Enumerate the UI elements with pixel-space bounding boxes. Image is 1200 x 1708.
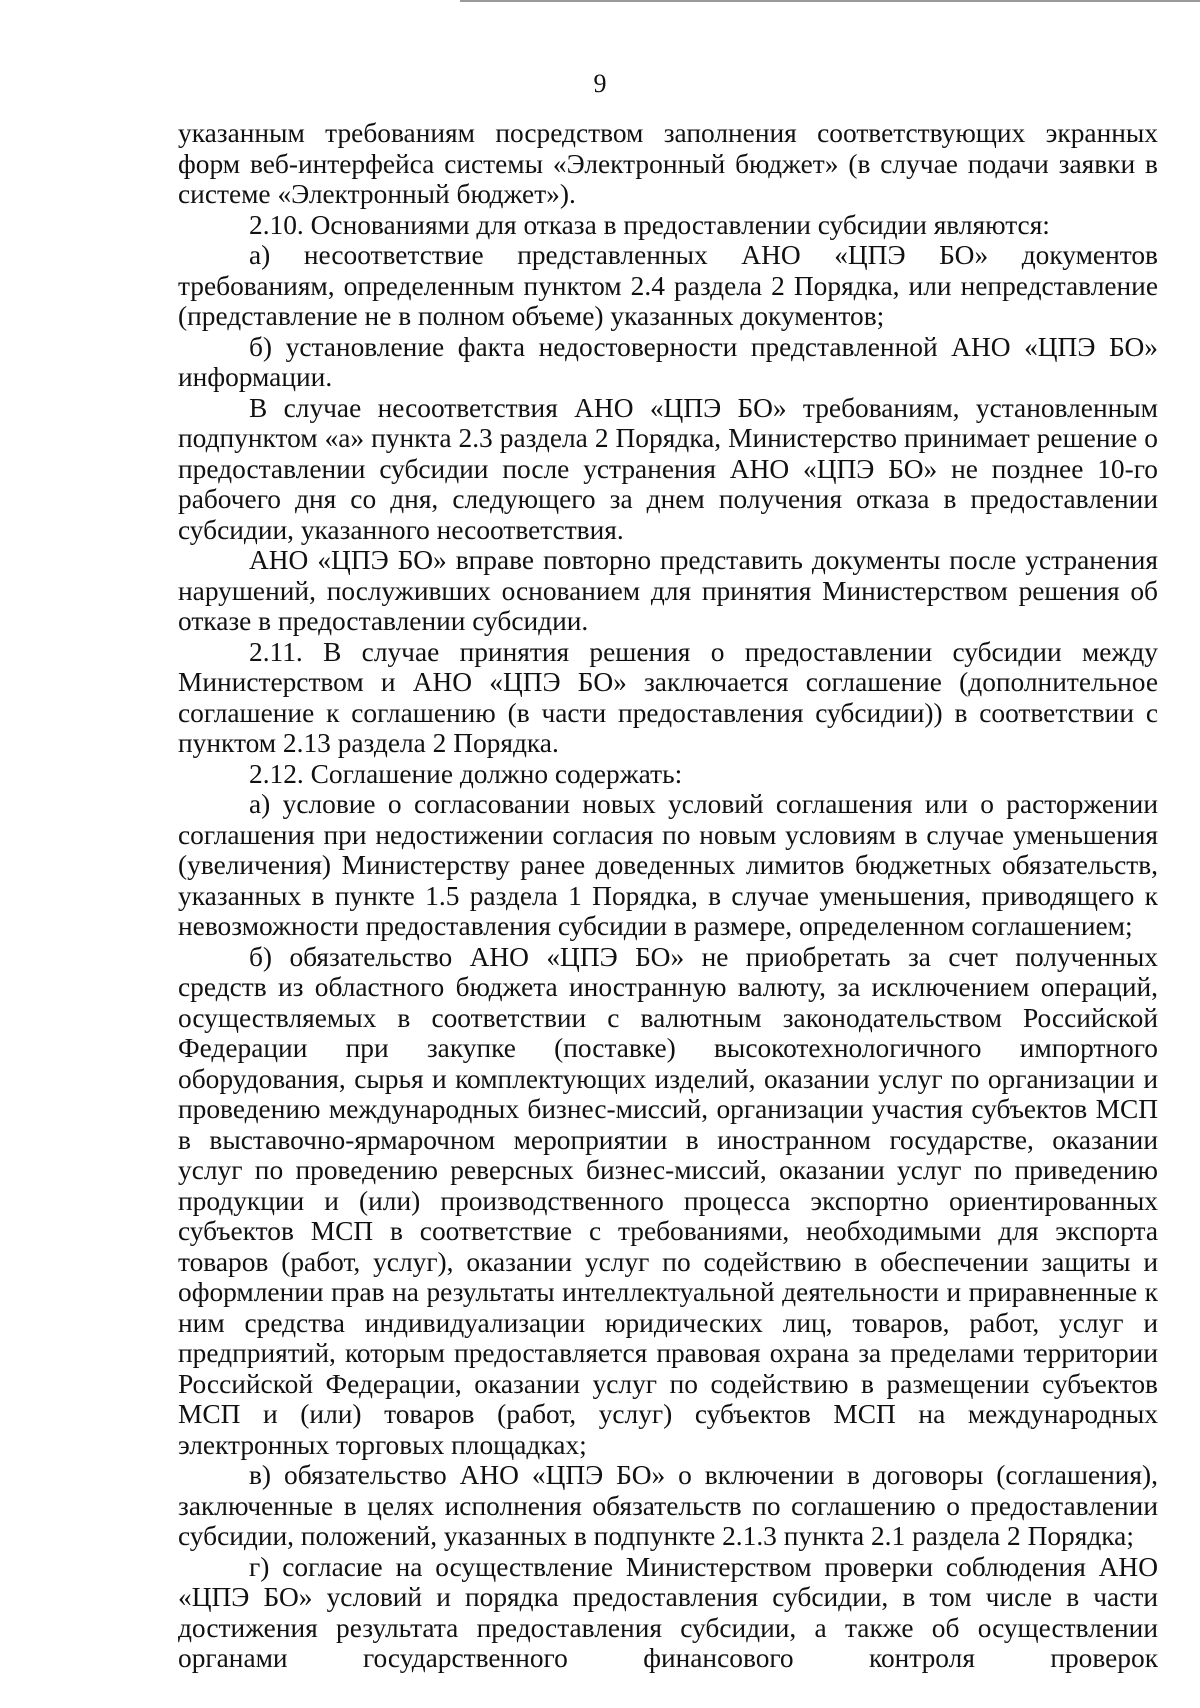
paragraph-2-10-b: б) установление факта недостоверности представленной АНО «ЦПЭ БО» информации.	[178, 331, 1158, 392]
paragraph-2-12-a: а) условие о согласовании новых условий соглашения или о расторжении соглашения при недостижении согласия по новым условиям в случае уменьшения (увеличения) Министерству ранее доведенных лимитов бюджетных обязательств, указанных в пункте 1.5 раздела 1 Порядка, в случае уменьшения, приводящего к невозможности предоставления субсидии в размере, определенном соглашением;	[178, 789, 1158, 941]
document-body	[178, 118, 1158, 1674]
scan-edge-line	[460, 0, 1200, 2]
paragraph-2-10-a: а) несоответствие представленных АНО «ЦПЭ БО» документов требованиям, определенным пунктом 2.4 раздела 2 Порядка, или непредставление (представление не в полном объеме) указанных документов;	[178, 240, 1158, 331]
paragraph-resubmit: АНО «ЦПЭ БО» вправе повторно представить документы после устранения нарушений, послуживших основанием для принятия Министерством решения об отказе в предоставлении субсидии.	[178, 545, 1158, 636]
page-number: 9	[593, 69, 607, 98]
paragraph-2-12-b: б) обязательство АНО «ЦПЭ БО» не приобретать за счет полученных средств из областного бюджета иностранную валюту, за исключением операций, осуществляемых в соответствии с валютным законодательством Российской Федерации при закупке (поставке) высокотехнологичного импортного оборудования, сырья и комплектующих изделий, оказании услуг по организации и проведению международных бизнес-миссий, организации участия субъектов МСП в выставочно-ярмарочном мероприятии в иностранном государстве, оказании услуг по проведению реверсных бизнес-миссий, оказании услуг по приведению продукции и (или) производственного процесса экспортно ориентированных субъектов МСП в соответствие с требованиями, необходимыми для экспорта товаров (работ, услуг), оказании услуг по содействию в обеспечении защиты и оформлении прав на результаты интеллектуальной деятельности и приравненные к ним средства индивидуализации юридических лиц, товаров, работ, услуг и предприятий, которым предоставляется правовая охрана за пределами территории Российской Федерации, оказании услуг по содействию в размещении субъектов МСП и (или) товаров (работ, услуг) субъектов МСП на международных электронных торговых площадках;	[178, 941, 1158, 1460]
paragraph-2-12-v: в) обязательство АНО «ЦПЭ БО» о включении в договоры (соглашения), заключенные в целях исполнения обязательств по соглашению о предоставлении субсидии, положений, указанных в подпункте 2.1.3 пункта 2.1 раздела 2 Порядка;	[178, 1460, 1158, 1551]
paragraph-2-12-g: г) согласие на осуществление Министерством проверки соблюдения АНО «ЦПЭ БО» условий и порядка предоставления субсидии, в том числе в части достижения результата предоставления субсидии, а также об осуществлении органами государственного финансового контроля проверок	[178, 1551, 1158, 1673]
paragraph-noncompliance: В случае несоответствия АНО «ЦПЭ БО» требованиям, установленным подпунктом «а» пункта 2.3 раздела 2 Порядка, Министерство принимает решение о предоставлении субсидии после устранения АНО «ЦПЭ БО» не позднее 10-го рабочего дня со дня, следующего за днем получения отказа в предоставлении субсидии, указанного несоответствия.	[178, 392, 1158, 545]
paragraph-continuation: указанным требованиям посредством заполнения соответствующих экранных форм веб-интерфейса системы «Электронный бюджет» (в случае подачи заявки в системе «Электронный бюджет»).	[178, 118, 1158, 209]
paragraph-2-10: 2.10. Основаниями для отказа в предоставлении субсидии являются:	[249, 209, 1050, 240]
paragraph-2-11: 2.11. В случае принятия решения о предоставлении субсидии между Министерством и АНО «ЦПЭ БО» заключается соглашение (дополнительное соглашение к соглашению (в части предоставления субсидии)) в соответствии с пунктом 2.13 раздела 2 Порядка.	[178, 636, 1158, 758]
paragraph-2-12: 2.12. Соглашение должно содержать:	[249, 758, 683, 789]
